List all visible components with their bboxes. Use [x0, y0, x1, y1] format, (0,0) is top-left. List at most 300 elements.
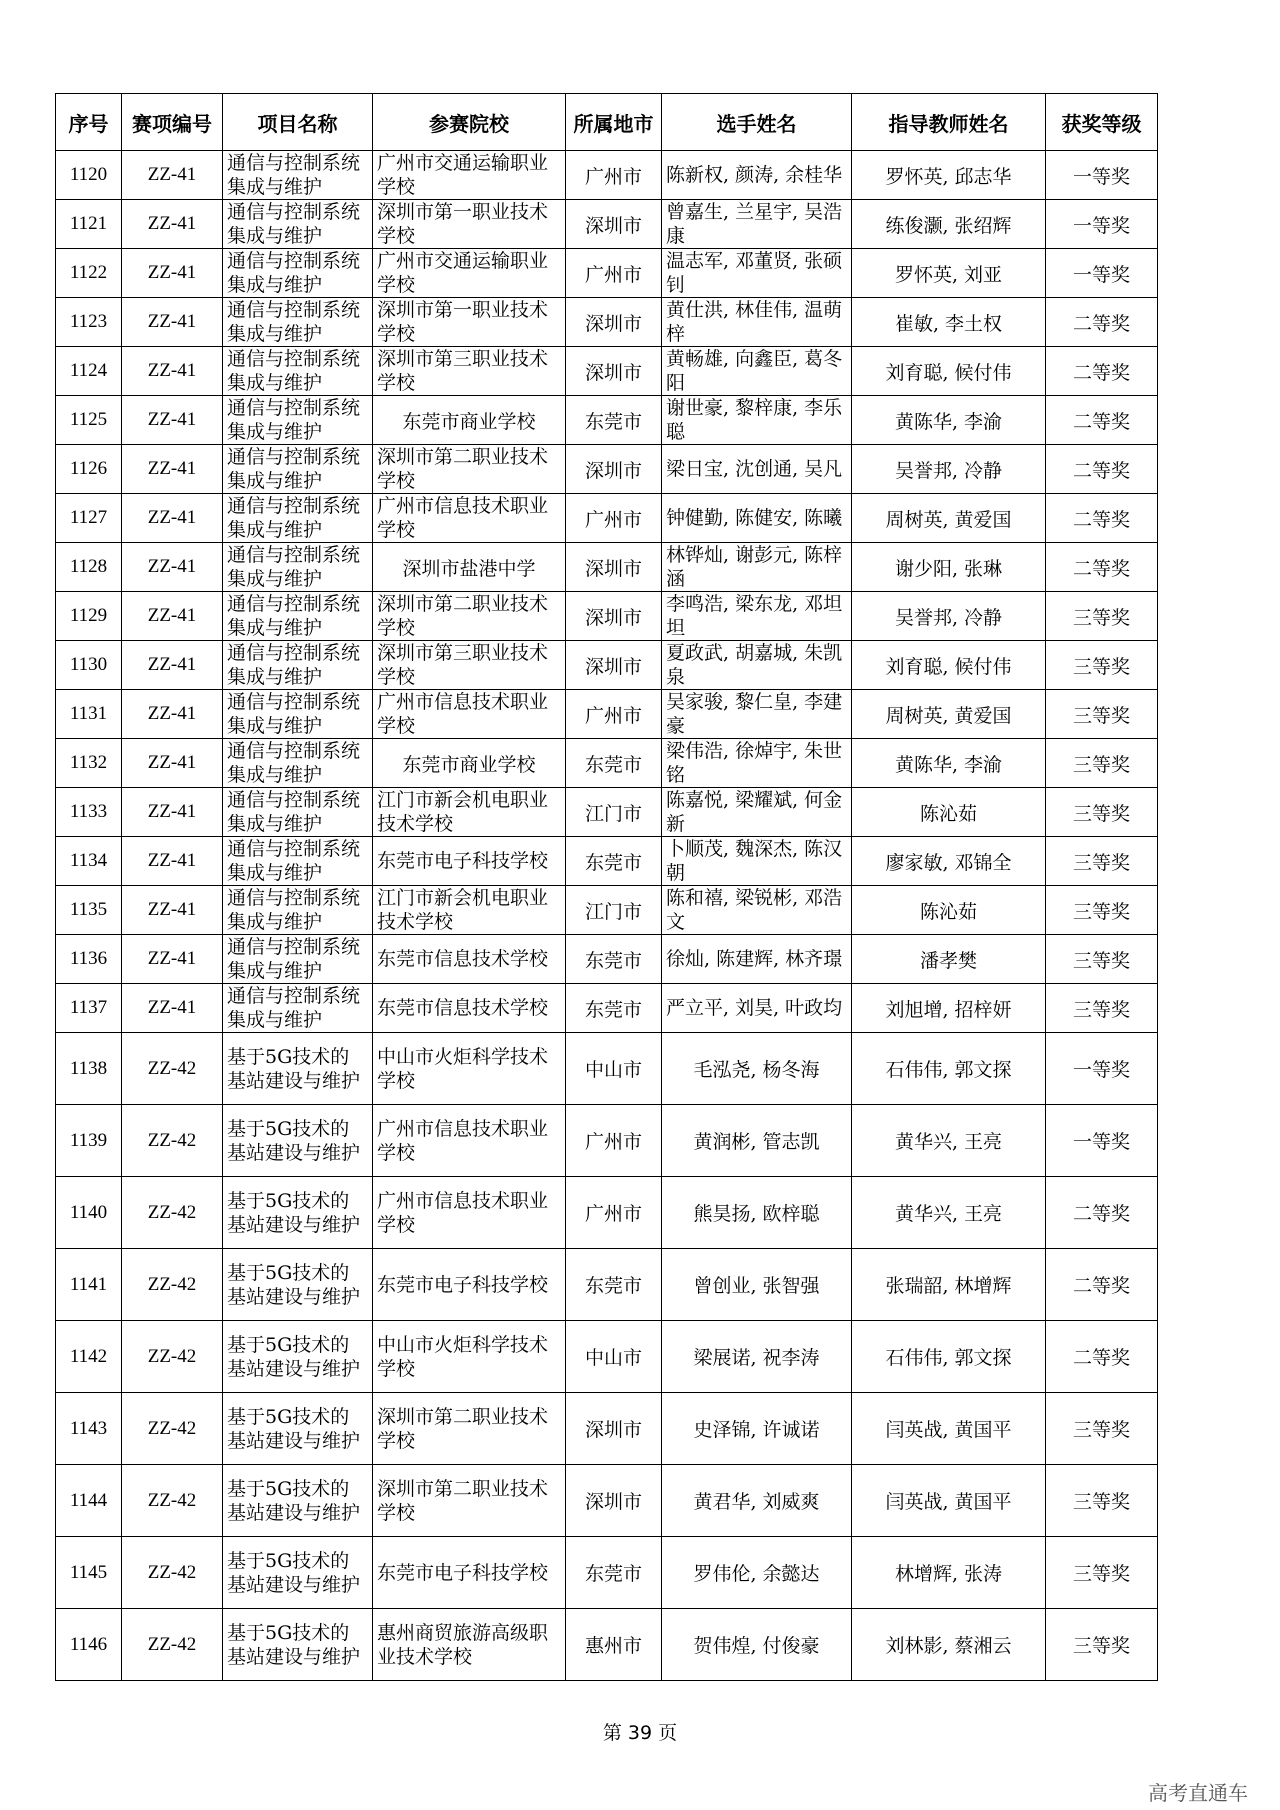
cell-students — [662, 249, 852, 298]
cell-students — [662, 200, 852, 249]
cell-city: 中山市 — [566, 1321, 662, 1393]
cell-city: 深圳市 — [566, 347, 662, 396]
cell-school: 东莞市商业学校 — [373, 739, 566, 788]
cell-award: 三等奖 — [1046, 1537, 1158, 1609]
cell-serial: 1122 — [56, 249, 122, 298]
cell-school-text: 东莞市电子科技学校 — [377, 1561, 549, 1584]
cell-serial: 1128 — [56, 543, 122, 592]
cell-project-text: 基于5G技术的基站建设与维护 — [227, 1117, 361, 1164]
cell-school-text: 江门市新会机电职业技术学校 — [377, 887, 549, 933]
cell-code: ZZ-42 — [122, 1321, 223, 1393]
cell-city: 江门市 — [566, 886, 662, 935]
cell-teachers: 罗怀英, 刘亚 — [852, 249, 1046, 298]
cell-project-text: 通信与控制系统集成与维护 — [227, 789, 361, 835]
cell-award: 二等奖 — [1046, 347, 1158, 396]
cell-code: ZZ-41 — [122, 298, 223, 347]
cell-students-text: 钟健勤, 陈健安, 陈曦 — [666, 507, 843, 529]
cell-students — [662, 543, 852, 592]
cell-code: ZZ-42 — [122, 1105, 223, 1177]
table-row — [56, 592, 1158, 641]
cell-code: ZZ-41 — [122, 200, 223, 249]
cell-city: 广州市 — [566, 690, 662, 739]
cell-teachers: 刘育聪, 候付伟 — [852, 347, 1046, 396]
cell-city: 深圳市 — [566, 1465, 662, 1537]
cell-students: 梁展诺, 祝李涛 — [662, 1321, 852, 1393]
cell-project — [223, 1537, 373, 1609]
cell-school — [373, 1033, 566, 1105]
cell-city: 广州市 — [566, 249, 662, 298]
cell-award: 三等奖 — [1046, 788, 1158, 837]
cell-project — [223, 1321, 373, 1393]
cell-award: 一等奖 — [1046, 1105, 1158, 1177]
cell-project — [223, 396, 373, 445]
cell-award: 二等奖 — [1046, 1177, 1158, 1249]
cell-code: ZZ-42 — [122, 1177, 223, 1249]
cell-students — [662, 837, 852, 886]
cell-city: 东莞市 — [566, 396, 662, 445]
cell-project-text: 基于5G技术的基站建设与维护 — [227, 1549, 361, 1596]
cell-school-text: 广州市信息技术职业学校 — [377, 495, 549, 541]
cell-award: 三等奖 — [1046, 641, 1158, 690]
cell-serial: 1146 — [56, 1609, 122, 1681]
cell-students: 黄润彬, 管志凯 — [662, 1105, 852, 1177]
cell-project — [223, 1033, 373, 1105]
cell-code: ZZ-41 — [122, 935, 223, 984]
cell-school-text: 深圳市第二职业技术学校 — [377, 1477, 549, 1524]
cell-school-text: 深圳市第一职业技术学校 — [377, 201, 549, 247]
cell-students-text: 曾嘉生, 兰星宇, 吴浩康 — [666, 201, 843, 247]
cell-teachers: 刘育聪, 候付伟 — [852, 641, 1046, 690]
cell-project — [223, 494, 373, 543]
cell-city: 东莞市 — [566, 1537, 662, 1609]
cell-project-text: 基于5G技术的基站建设与维护 — [227, 1333, 361, 1380]
table-row — [56, 1249, 1158, 1321]
cell-award: 一等奖 — [1046, 151, 1158, 200]
table-row — [56, 1465, 1158, 1537]
cell-code: ZZ-41 — [122, 984, 223, 1033]
awards-table — [55, 93, 1158, 1681]
cell-school — [373, 837, 566, 886]
cell-school — [373, 1609, 566, 1681]
cell-school-text: 广州市交通运输职业学校 — [377, 250, 549, 296]
header-code: 赛项编号 — [122, 94, 223, 151]
cell-code: ZZ-41 — [122, 445, 223, 494]
cell-teachers: 周树英, 黄爱国 — [852, 690, 1046, 739]
cell-students-text: 陈和禧, 梁锐彬, 邓浩文 — [666, 887, 843, 933]
table-row — [56, 1177, 1158, 1249]
cell-code: ZZ-41 — [122, 592, 223, 641]
cell-award: 三等奖 — [1046, 837, 1158, 886]
cell-school — [373, 641, 566, 690]
cell-teachers: 林增辉, 张涛 — [852, 1537, 1046, 1609]
cell-students — [662, 641, 852, 690]
cell-school-text: 东莞市信息技术学校 — [377, 948, 549, 970]
cell-teachers: 练俊灏, 张绍辉 — [852, 200, 1046, 249]
cell-students — [662, 347, 852, 396]
cell-school-text: 东莞市电子科技学校 — [377, 850, 549, 872]
cell-students-text: 谢世豪, 黎梓康, 李乐聪 — [666, 397, 843, 443]
cell-students-text: 夏政武, 胡嘉城, 朱凯泉 — [666, 642, 843, 688]
cell-city: 中山市 — [566, 1033, 662, 1105]
cell-serial: 1130 — [56, 641, 122, 690]
cell-students-text: 陈嘉悦, 梁耀斌, 何金新 — [666, 789, 843, 835]
table-row — [56, 1393, 1158, 1465]
cell-school — [373, 935, 566, 984]
cell-city: 惠州市 — [566, 1609, 662, 1681]
cell-project-text: 基于5G技术的基站建设与维护 — [227, 1621, 361, 1668]
cell-city: 深圳市 — [566, 543, 662, 592]
cell-serial: 1133 — [56, 788, 122, 837]
cell-school-text: 江门市新会机电职业技术学校 — [377, 789, 549, 835]
cell-students-text: 林铧灿, 谢彭元, 陈梓涵 — [666, 544, 843, 590]
table-row — [56, 837, 1158, 886]
cell-teachers: 崔敏, 李土权 — [852, 298, 1046, 347]
cell-school-text: 广州市信息技术职业学校 — [377, 1117, 549, 1164]
cell-award: 一等奖 — [1046, 249, 1158, 298]
table-row — [56, 984, 1158, 1033]
cell-serial: 1134 — [56, 837, 122, 886]
cell-teachers: 潘孝樊 — [852, 935, 1046, 984]
cell-school-text: 深圳市第一职业技术学校 — [377, 299, 549, 345]
cell-students — [662, 984, 852, 1033]
cell-city: 深圳市 — [566, 1393, 662, 1465]
table-row — [56, 151, 1158, 200]
table-row — [56, 543, 1158, 592]
cell-city: 广州市 — [566, 1105, 662, 1177]
cell-serial: 1145 — [56, 1537, 122, 1609]
cell-students — [662, 935, 852, 984]
cell-project — [223, 298, 373, 347]
cell-project — [223, 347, 373, 396]
cell-award: 三等奖 — [1046, 1609, 1158, 1681]
cell-project-text: 基于5G技术的基站建设与维护 — [227, 1477, 361, 1524]
cell-teachers: 吴誉邦, 冷静 — [852, 592, 1046, 641]
cell-teachers: 闫英战, 黄国平 — [852, 1393, 1046, 1465]
cell-code: ZZ-41 — [122, 788, 223, 837]
cell-project-text: 通信与控制系统集成与维护 — [227, 691, 361, 737]
table-row — [56, 1537, 1158, 1609]
cell-project — [223, 984, 373, 1033]
cell-award: 一等奖 — [1046, 200, 1158, 249]
cell-project — [223, 1465, 373, 1537]
cell-teachers: 吴誉邦, 冷静 — [852, 445, 1046, 494]
cell-code: ZZ-41 — [122, 641, 223, 690]
cell-city: 深圳市 — [566, 298, 662, 347]
cell-code: ZZ-41 — [122, 886, 223, 935]
cell-code: ZZ-41 — [122, 739, 223, 788]
cell-project-text: 通信与控制系统集成与维护 — [227, 985, 361, 1031]
cell-teachers: 陈沁茹 — [852, 886, 1046, 935]
cell-students — [662, 788, 852, 837]
cell-school-text: 东莞市电子科技学校 — [377, 1273, 549, 1296]
cell-award: 二等奖 — [1046, 1249, 1158, 1321]
cell-award: 三等奖 — [1046, 1465, 1158, 1537]
cell-students-text: 梁伟浩, 徐焯宇, 朱世铭 — [666, 740, 843, 786]
cell-code: ZZ-42 — [122, 1249, 223, 1321]
cell-students-text: 吴家骏, 黎仁皇, 李建豪 — [666, 691, 843, 737]
cell-project-text: 通信与控制系统集成与维护 — [227, 838, 361, 884]
table-row — [56, 1033, 1158, 1105]
cell-school — [373, 1105, 566, 1177]
table-row — [56, 886, 1158, 935]
cell-school — [373, 249, 566, 298]
cell-project-text: 通信与控制系统集成与维护 — [227, 642, 361, 688]
cell-students-text: 黄仕洪, 林佳伟, 温萌梓 — [666, 299, 843, 345]
cell-project-text: 通信与控制系统集成与维护 — [227, 446, 361, 492]
cell-project — [223, 543, 373, 592]
cell-school — [373, 494, 566, 543]
cell-school — [373, 1249, 566, 1321]
cell-students: 曾创业, 张智强 — [662, 1249, 852, 1321]
cell-project — [223, 200, 373, 249]
cell-school-text: 广州市信息技术职业学校 — [377, 691, 549, 737]
table-row — [56, 788, 1158, 837]
cell-project-text: 通信与控制系统集成与维护 — [227, 201, 361, 247]
cell-school-text: 惠州商贸旅游高级职业技术学校 — [377, 1621, 549, 1668]
cell-students-text: 陈新权, 颜涛, 余桂华 — [666, 164, 843, 186]
cell-students: 罗伟伦, 余懿达 — [662, 1537, 852, 1609]
cell-award: 二等奖 — [1046, 543, 1158, 592]
header-row — [56, 94, 1158, 151]
cell-project — [223, 445, 373, 494]
cell-project-text: 基于5G技术的基站建设与维护 — [227, 1261, 361, 1308]
cell-serial: 1127 — [56, 494, 122, 543]
cell-school-text: 深圳市第三职业技术学校 — [377, 348, 549, 394]
table-row — [56, 739, 1158, 788]
cell-city: 江门市 — [566, 788, 662, 837]
cell-project-text: 基于5G技术的基站建设与维护 — [227, 1045, 361, 1092]
cell-teachers: 石伟伟, 郭文探 — [852, 1033, 1046, 1105]
cell-award: 三等奖 — [1046, 886, 1158, 935]
cell-school-text: 深圳市第三职业技术学校 — [377, 642, 549, 688]
cell-serial: 1140 — [56, 1177, 122, 1249]
cell-code: ZZ-41 — [122, 837, 223, 886]
cell-award: 二等奖 — [1046, 445, 1158, 494]
cell-teachers: 石伟伟, 郭文探 — [852, 1321, 1046, 1393]
cell-project-text: 通信与控制系统集成与维护 — [227, 740, 361, 786]
cell-project — [223, 151, 373, 200]
cell-project — [223, 641, 373, 690]
cell-project — [223, 935, 373, 984]
cell-teachers: 黄华兴, 王亮 — [852, 1105, 1046, 1177]
header-school: 参赛院校 — [373, 94, 566, 151]
cell-project-text: 通信与控制系统集成与维护 — [227, 887, 361, 933]
cell-project-text: 通信与控制系统集成与维护 — [227, 152, 361, 198]
cell-code: ZZ-41 — [122, 690, 223, 739]
cell-city: 深圳市 — [566, 445, 662, 494]
cell-code: ZZ-41 — [122, 347, 223, 396]
cell-serial: 1120 — [56, 151, 122, 200]
table-row — [56, 1105, 1158, 1177]
cell-award: 三等奖 — [1046, 935, 1158, 984]
table-row — [56, 641, 1158, 690]
cell-students — [662, 445, 852, 494]
cell-teachers: 闫英战, 黄国平 — [852, 1465, 1046, 1537]
cell-award: 一等奖 — [1046, 1033, 1158, 1105]
cell-school — [373, 788, 566, 837]
cell-students — [662, 592, 852, 641]
cell-serial: 1141 — [56, 1249, 122, 1321]
cell-students-text: 卜顺茂, 魏深杰, 陈汉朝 — [666, 838, 843, 884]
cell-school — [373, 298, 566, 347]
cell-teachers: 刘林影, 蔡湘云 — [852, 1609, 1046, 1681]
cell-code: ZZ-41 — [122, 543, 223, 592]
cell-students-text: 黄畅雄, 向鑫臣, 葛冬阳 — [666, 348, 843, 394]
cell-city: 东莞市 — [566, 837, 662, 886]
cell-serial: 1121 — [56, 200, 122, 249]
cell-teachers: 廖家敏, 邓锦全 — [852, 837, 1046, 886]
table-row — [56, 690, 1158, 739]
cell-students-text: 徐灿, 陈建辉, 林齐璟 — [666, 948, 843, 970]
cell-school-text: 广州市交通运输职业学校 — [377, 152, 549, 198]
cell-award: 三等奖 — [1046, 592, 1158, 641]
cell-project — [223, 1105, 373, 1177]
cell-project-text: 通信与控制系统集成与维护 — [227, 544, 361, 590]
cell-serial: 1144 — [56, 1465, 122, 1537]
cell-serial: 1138 — [56, 1033, 122, 1105]
cell-project — [223, 837, 373, 886]
cell-city: 深圳市 — [566, 641, 662, 690]
cell-project — [223, 739, 373, 788]
cell-students-text: 李鸣浩, 梁东龙, 邓坦坦 — [666, 593, 843, 639]
cell-serial: 1139 — [56, 1105, 122, 1177]
cell-award: 三等奖 — [1046, 690, 1158, 739]
cell-serial: 1129 — [56, 592, 122, 641]
table-row — [56, 445, 1158, 494]
cell-project-text: 通信与控制系统集成与维护 — [227, 250, 361, 296]
cell-students-text: 严立平, 刘昊, 叶政均 — [666, 997, 843, 1019]
cell-award: 二等奖 — [1046, 298, 1158, 347]
cell-teachers: 周树英, 黄爱国 — [852, 494, 1046, 543]
cell-code: ZZ-42 — [122, 1609, 223, 1681]
cell-students-text: 温志军, 邓董贤, 张硕钊 — [666, 250, 843, 296]
cell-city: 深圳市 — [566, 200, 662, 249]
cell-code: ZZ-42 — [122, 1537, 223, 1609]
cell-city: 东莞市 — [566, 1249, 662, 1321]
cell-students — [662, 739, 852, 788]
cell-city: 广州市 — [566, 1177, 662, 1249]
cell-serial: 1136 — [56, 935, 122, 984]
cell-code: ZZ-42 — [122, 1033, 223, 1105]
cell-award: 三等奖 — [1046, 984, 1158, 1033]
cell-project-text: 通信与控制系统集成与维护 — [227, 348, 361, 394]
cell-serial: 1137 — [56, 984, 122, 1033]
cell-school — [373, 1177, 566, 1249]
cell-serial: 1132 — [56, 739, 122, 788]
cell-code: ZZ-41 — [122, 396, 223, 445]
table-row — [56, 249, 1158, 298]
cell-project-text: 通信与控制系统集成与维护 — [227, 299, 361, 345]
cell-project-text: 通信与控制系统集成与维护 — [227, 593, 361, 639]
cell-teachers: 谢少阳, 张琳 — [852, 543, 1046, 592]
cell-city: 广州市 — [566, 494, 662, 543]
cell-serial: 1125 — [56, 396, 122, 445]
cell-school-text: 深圳市第二职业技术学校 — [377, 593, 549, 639]
header-serial: 序号 — [56, 94, 122, 151]
cell-serial: 1135 — [56, 886, 122, 935]
cell-school — [373, 1465, 566, 1537]
cell-project — [223, 886, 373, 935]
cell-students — [662, 396, 852, 445]
cell-award: 二等奖 — [1046, 1321, 1158, 1393]
cell-code: ZZ-41 — [122, 494, 223, 543]
cell-serial: 1126 — [56, 445, 122, 494]
cell-school — [373, 690, 566, 739]
header-city: 所属地市 — [566, 94, 662, 151]
cell-award: 二等奖 — [1046, 494, 1158, 543]
cell-students — [662, 886, 852, 935]
watermark: 高考直通车 — [1148, 1781, 1248, 1805]
cell-students — [662, 151, 852, 200]
cell-serial: 1142 — [56, 1321, 122, 1393]
cell-project — [223, 1393, 373, 1465]
cell-serial: 1123 — [56, 298, 122, 347]
cell-school-text: 深圳市第二职业技术学校 — [377, 446, 549, 492]
cell-project — [223, 690, 373, 739]
cell-school — [373, 1537, 566, 1609]
cell-school-text: 深圳市第二职业技术学校 — [377, 1405, 549, 1452]
table-row — [56, 298, 1158, 347]
cell-award: 二等奖 — [1046, 396, 1158, 445]
cell-students: 熊昊扬, 欧梓聪 — [662, 1177, 852, 1249]
header-teachers: 指导教师姓名 — [852, 94, 1046, 151]
cell-school — [373, 151, 566, 200]
cell-city: 深圳市 — [566, 592, 662, 641]
cell-school — [373, 445, 566, 494]
cell-students — [662, 298, 852, 347]
cell-code: ZZ-42 — [122, 1393, 223, 1465]
page-number: 第 39 页 — [602, 1722, 678, 1744]
cell-students: 毛泓尧, 杨冬海 — [662, 1033, 852, 1105]
cell-school — [373, 1321, 566, 1393]
cell-city: 东莞市 — [566, 984, 662, 1033]
cell-students: 贺伟煌, 付俊豪 — [662, 1609, 852, 1681]
cell-school: 东莞市商业学校 — [373, 396, 566, 445]
cell-serial: 1131 — [56, 690, 122, 739]
cell-teachers: 刘旭增, 招梓妍 — [852, 984, 1046, 1033]
cell-project — [223, 1609, 373, 1681]
cell-school-text: 中山市火炬科学技术学校 — [377, 1333, 549, 1380]
table-row — [56, 396, 1158, 445]
cell-students: 史泽锦, 许诚诺 — [662, 1393, 852, 1465]
table-row — [56, 200, 1158, 249]
cell-teachers: 罗怀英, 邱志华 — [852, 151, 1046, 200]
cell-project-text: 通信与控制系统集成与维护 — [227, 397, 361, 443]
cell-school — [373, 347, 566, 396]
cell-school-text: 中山市火炬科学技术学校 — [377, 1045, 549, 1092]
cell-school — [373, 592, 566, 641]
cell-serial: 1124 — [56, 347, 122, 396]
cell-school — [373, 200, 566, 249]
header-project: 项目名称 — [223, 94, 373, 151]
cell-school — [373, 1393, 566, 1465]
table-row — [56, 1609, 1158, 1681]
cell-project-text: 通信与控制系统集成与维护 — [227, 936, 361, 982]
table-row — [56, 494, 1158, 543]
cell-students — [662, 494, 852, 543]
cell-school-text: 东莞市信息技术学校 — [377, 997, 549, 1019]
table-row — [56, 347, 1158, 396]
cell-project — [223, 788, 373, 837]
cell-project-text: 基于5G技术的基站建设与维护 — [227, 1405, 361, 1452]
cell-code: ZZ-42 — [122, 1465, 223, 1537]
cell-code: ZZ-41 — [122, 151, 223, 200]
header-award: 获奖等级 — [1046, 94, 1158, 151]
cell-school — [373, 984, 566, 1033]
cell-teachers: 陈沁茹 — [852, 788, 1046, 837]
cell-code: ZZ-41 — [122, 249, 223, 298]
cell-school-text: 广州市信息技术职业学校 — [377, 1189, 549, 1236]
